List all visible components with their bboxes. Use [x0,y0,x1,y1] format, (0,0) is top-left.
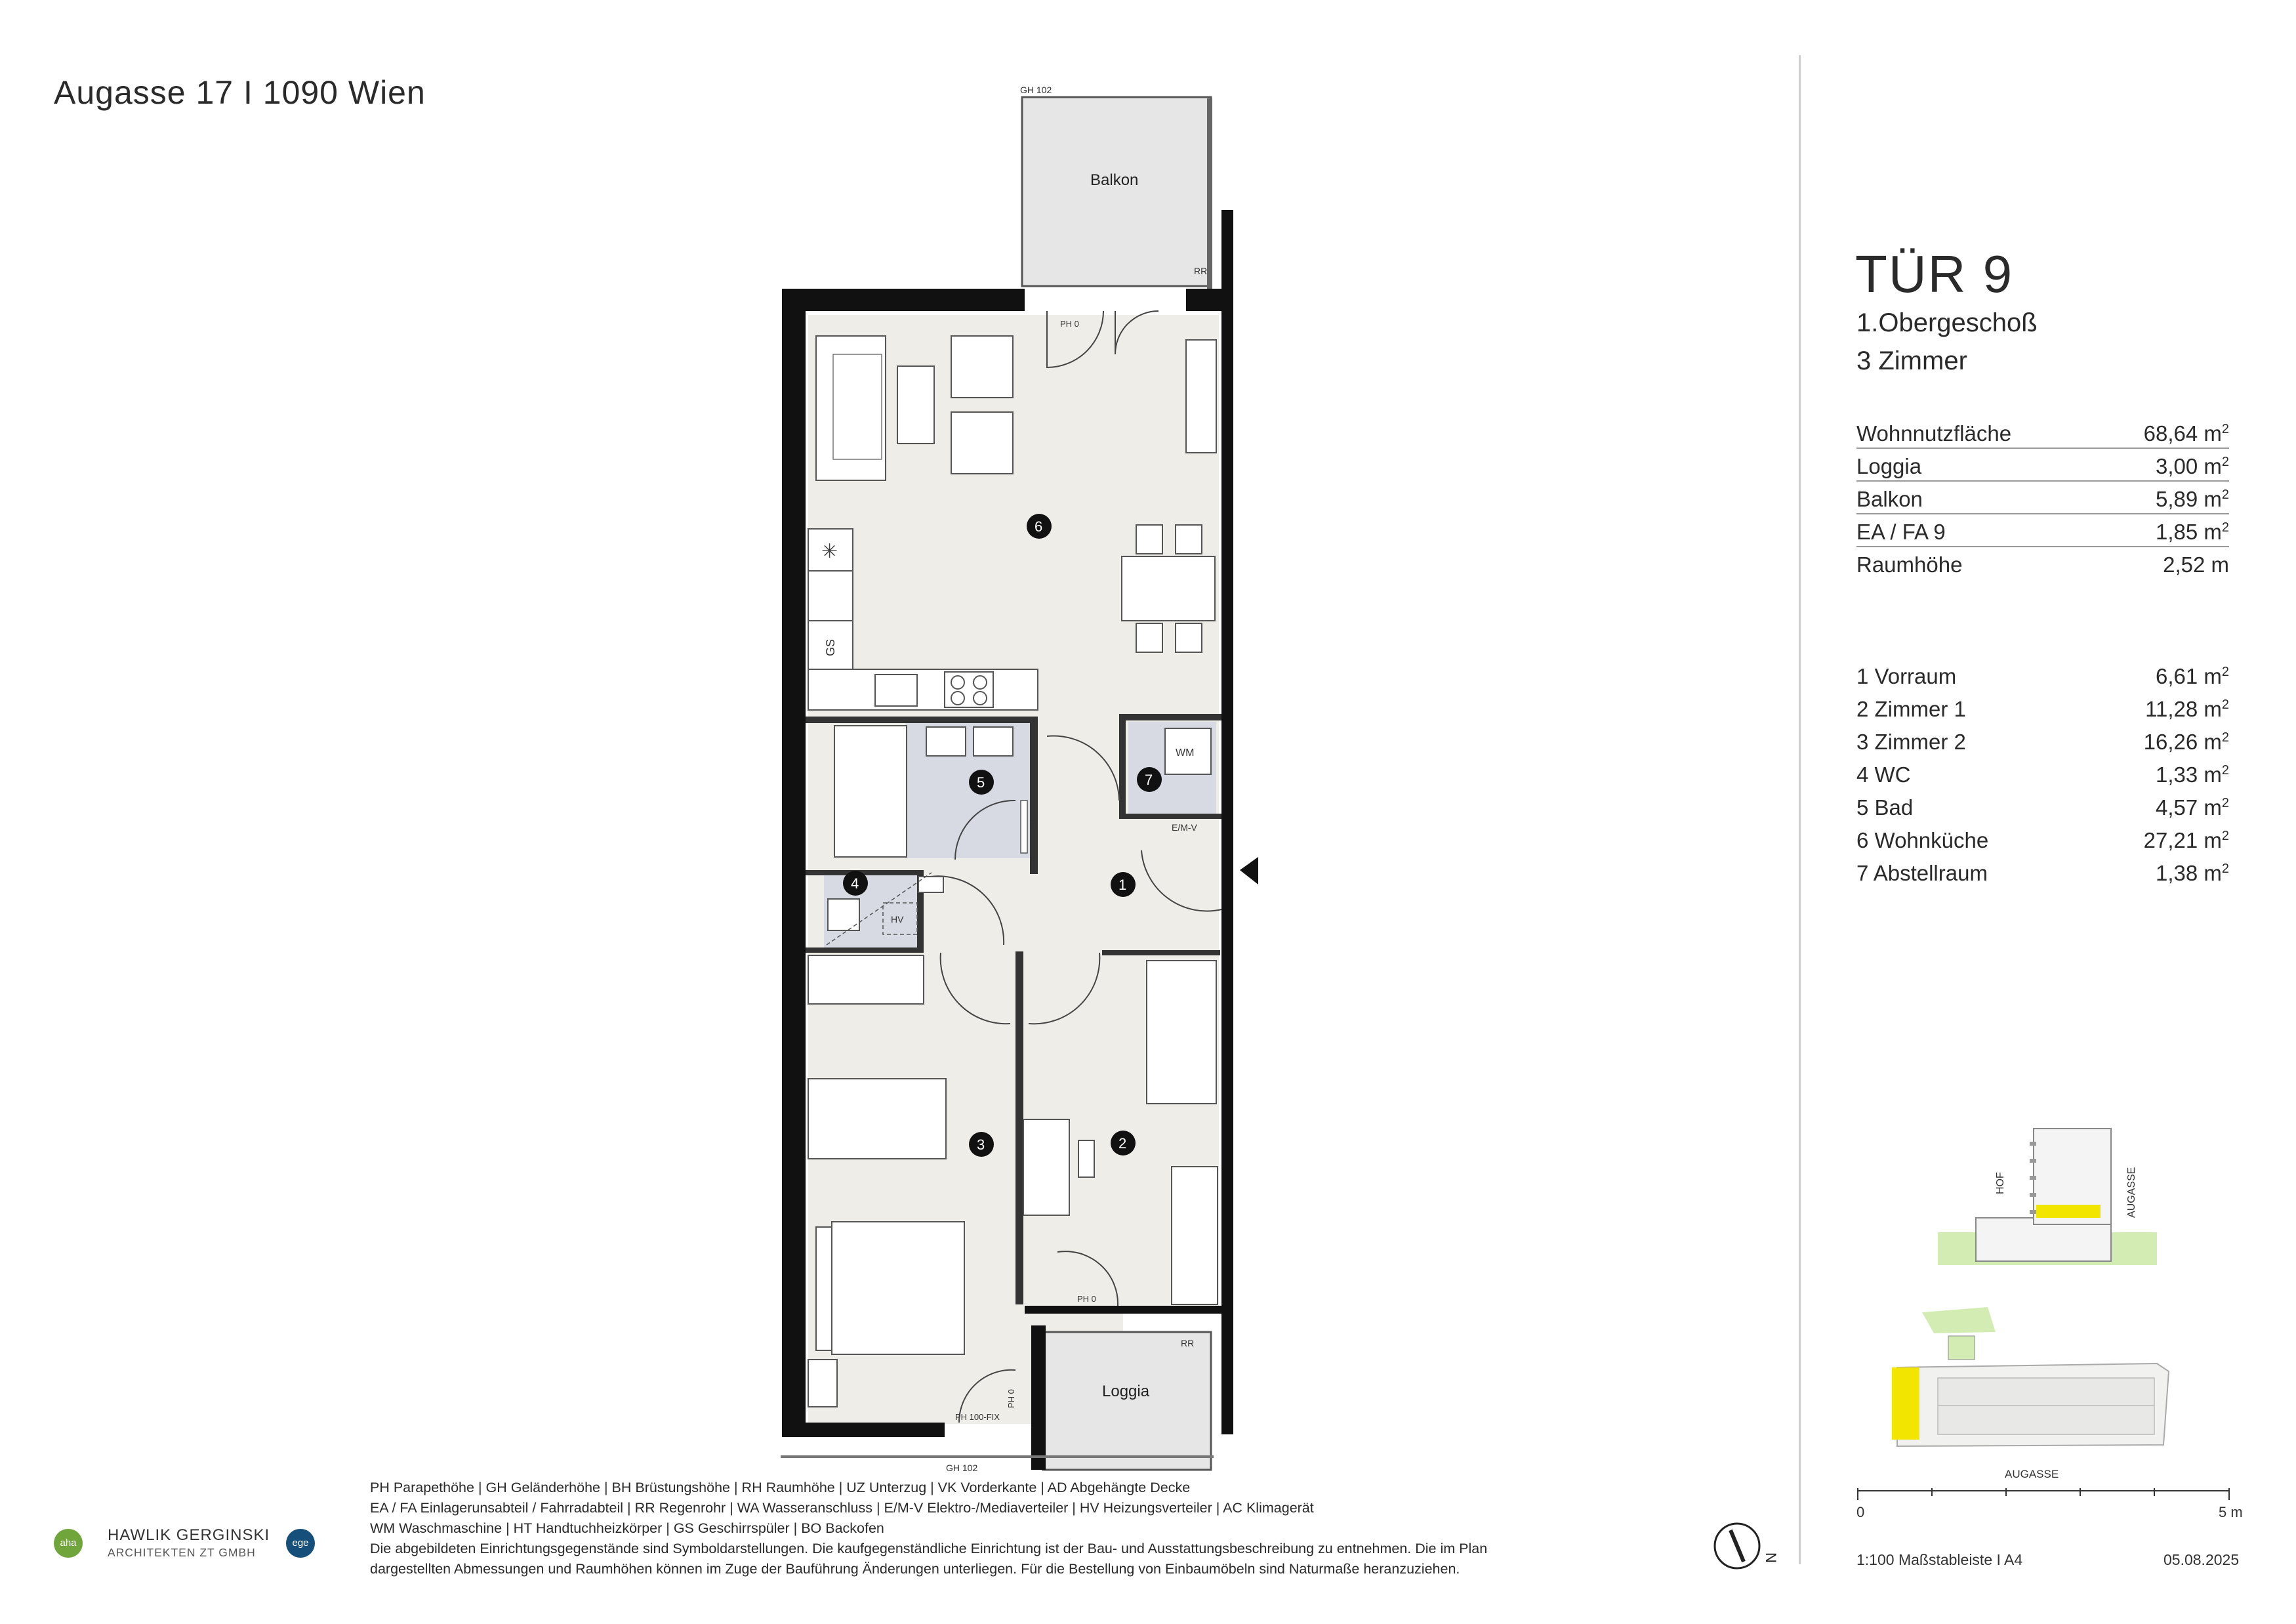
loggia-label: Loggia [1102,1383,1150,1400]
svg-text:4: 4 [851,875,859,892]
augasse-vertical-label: AUGASSE [2126,1167,2137,1218]
washbasin [974,727,1013,756]
ege-logo: ege [286,1529,315,1558]
unit-title: TÜR 9 [1855,245,2014,303]
single-bed [1147,961,1216,1104]
legend-line: WM Waschmaschine | HT Handtuchheizkörper | GS Geschirrspüler | BO Backofen [370,1520,884,1536]
desk [808,1079,946,1159]
svg-text:6: 6 [1035,518,1043,535]
gs-label: GS [824,638,837,656]
wardrobe [808,955,924,1004]
room-row: 4 WC 1,33 $m^2$ [1856,762,2229,787]
highlight-site [1892,1367,1919,1440]
firm-subtitle: ARCHITEKTEN ZT GMBH [108,1546,256,1559]
highlight-unit [2036,1205,2101,1218]
legend-line: PH Parapethöhe | GH Geländerhöhe | BH Brüstungshöhe | RH Raumhöhe | UZ Unterzug | VK Vorderkante | AD Abgehängte Decke [370,1480,1191,1495]
area-value: 68,64 m [2143,421,2222,446]
nightstand [808,1360,837,1407]
key-plan [1876,1102,2244,1483]
rr-top-label: RR [1194,266,1208,276]
ph-top-label: PH 0 [1060,319,1079,329]
sink [875,675,917,706]
area-value: 5,89 m [2155,487,2222,511]
svg-text:1: 1 [1118,877,1127,893]
armchair [951,336,1013,398]
area-row [1856,549,2229,580]
entrance-arrow [1240,857,1258,885]
rr-bottom-label: RR [1181,1338,1195,1348]
room-marker-3 [969,1132,994,1157]
scale-note: 1:100 Maßstableiste I A4 [1856,1551,2023,1568]
unit-floor: 1.Obergeschoß [1856,308,2038,337]
north-label: N [1763,1552,1779,1563]
svg-text:7: 7 [1145,772,1153,788]
scale-zero: 0 [1856,1504,1865,1520]
loggia [1043,1332,1211,1470]
room-marker-1 [1111,872,1136,897]
dining-table [1122,556,1215,621]
room-marker-7 [1137,767,1162,792]
ph-zimmer2-label: PH 0 [1006,1389,1016,1408]
balkon-label: Balkon [1090,171,1139,189]
svg-text:5: 5 [977,774,985,791]
augasse-bottom-label: AUGASSE [2005,1468,2059,1480]
room-row: 7 Abstellraum 1,38 $m^2$ [1856,861,2229,885]
scale-bar [1856,1488,2232,1508]
area-label: Wohnnutzfläche [1856,421,2012,446]
coffee-table [897,366,934,444]
gh-bottom-label: GH 102 [946,1463,978,1473]
legend-line: Die abgebildeten Einrichtungsgegenstände sind Symboldarstellungen. Die kaufgegenständliche Einrichtung ist der Bau- und Ausstattungsbeschreibung zu entnehmen. Die im Plan [370,1541,1488,1556]
legend [370,1478,1734,1579]
towel-heater [1021,801,1027,853]
room-marker-5 [969,770,994,795]
area-row: Balkon 5,89 $m^2$ [1856,483,2229,514]
armchair [951,412,1013,474]
room-row: 3 Zimmer 2 16,26 $m^2$ [1856,730,2229,754]
legend-line: dargestellten Abmessungen und Raumhöhen können im Zuge der Bauführung Änderungen unterliegen. Für die Bestellung von Einbaumöbeln sind Naturmaße heranzuziehen. [370,1561,1460,1577]
area-label: Raumhöhe [1856,552,1963,577]
unit-rooms-count: 3 Zimmer [1856,346,1967,375]
double-bed [832,1222,964,1354]
fridge-icon: ✳ [821,541,838,562]
wardrobe [1186,340,1216,453]
area-row: Wohnnutzfläche 68,64 $m^2$ [1856,417,2229,449]
area-label: Balkon [1856,487,1923,511]
room-row: 5 Bad 4,57 $m^2$ [1856,795,2229,820]
plan-date: 05.08.2025 [2163,1551,2240,1568]
area-label: Loggia [1856,454,1922,478]
wm-label: WM [1176,747,1195,759]
balcony [1022,97,1211,286]
area-value: 2,52 m [2163,552,2229,577]
emv-label: E/M-V [1172,822,1197,833]
ht-label: HT [1029,816,1038,827]
kitchen-counter [808,669,1038,710]
aha-logo: aha [54,1529,83,1558]
ph-fix-label: PH 100-FIX [955,1412,1000,1422]
wardrobe [1172,1167,1218,1304]
hof-label: HOF [1995,1172,2006,1194]
wc-basin [918,877,943,892]
area-value: 3,00 m [2155,454,2222,478]
area-row: EA / FA 9 1,85 $m^2$ [1856,516,2229,547]
room-row: 2 Zimmer 1 11,28 $m^2$ [1856,697,2229,721]
gh-top-label: GH 102 [1020,85,1052,95]
room-marker-2 [1111,1131,1136,1156]
area-value: 1,85 m [2155,520,2222,544]
project-address: Augasse 17 I 1090 Wien [54,74,426,111]
svg-text:3: 3 [977,1136,985,1153]
area-row: Loggia 3,00 $m^2$ [1856,450,2229,482]
washbasin [926,727,966,756]
svg-text:2: 2 [1118,1135,1127,1152]
firm-name: HAWLIK GERGINSKI [108,1526,270,1544]
panel-divider [1799,55,1801,1564]
hv-label: HV [891,914,904,925]
ph-zimmer1-label: PH 0 [1077,1294,1096,1304]
desk [1023,1119,1069,1215]
legend-line: EA / FA Einlagerunsabteil / Fahrradabteil | RR Regenrohr | WA Wasseranschluss | E/M-V Elektro-/Mediaverteiler | HV Heizungsverteiler | AC Klimagerät [370,1500,1314,1516]
room-marker-4 [843,871,868,896]
room-marker-6 [1027,514,1052,539]
scale-five: 5 m [2219,1504,2243,1520]
area-label: EA / FA 9 [1856,520,1946,544]
bathtub [834,726,907,857]
room-row: 6 Wohnküche 27,21 $m^2$ [1856,828,2229,852]
room-row: 1 Vorraum 6,61 $m^2$ [1856,664,2229,688]
